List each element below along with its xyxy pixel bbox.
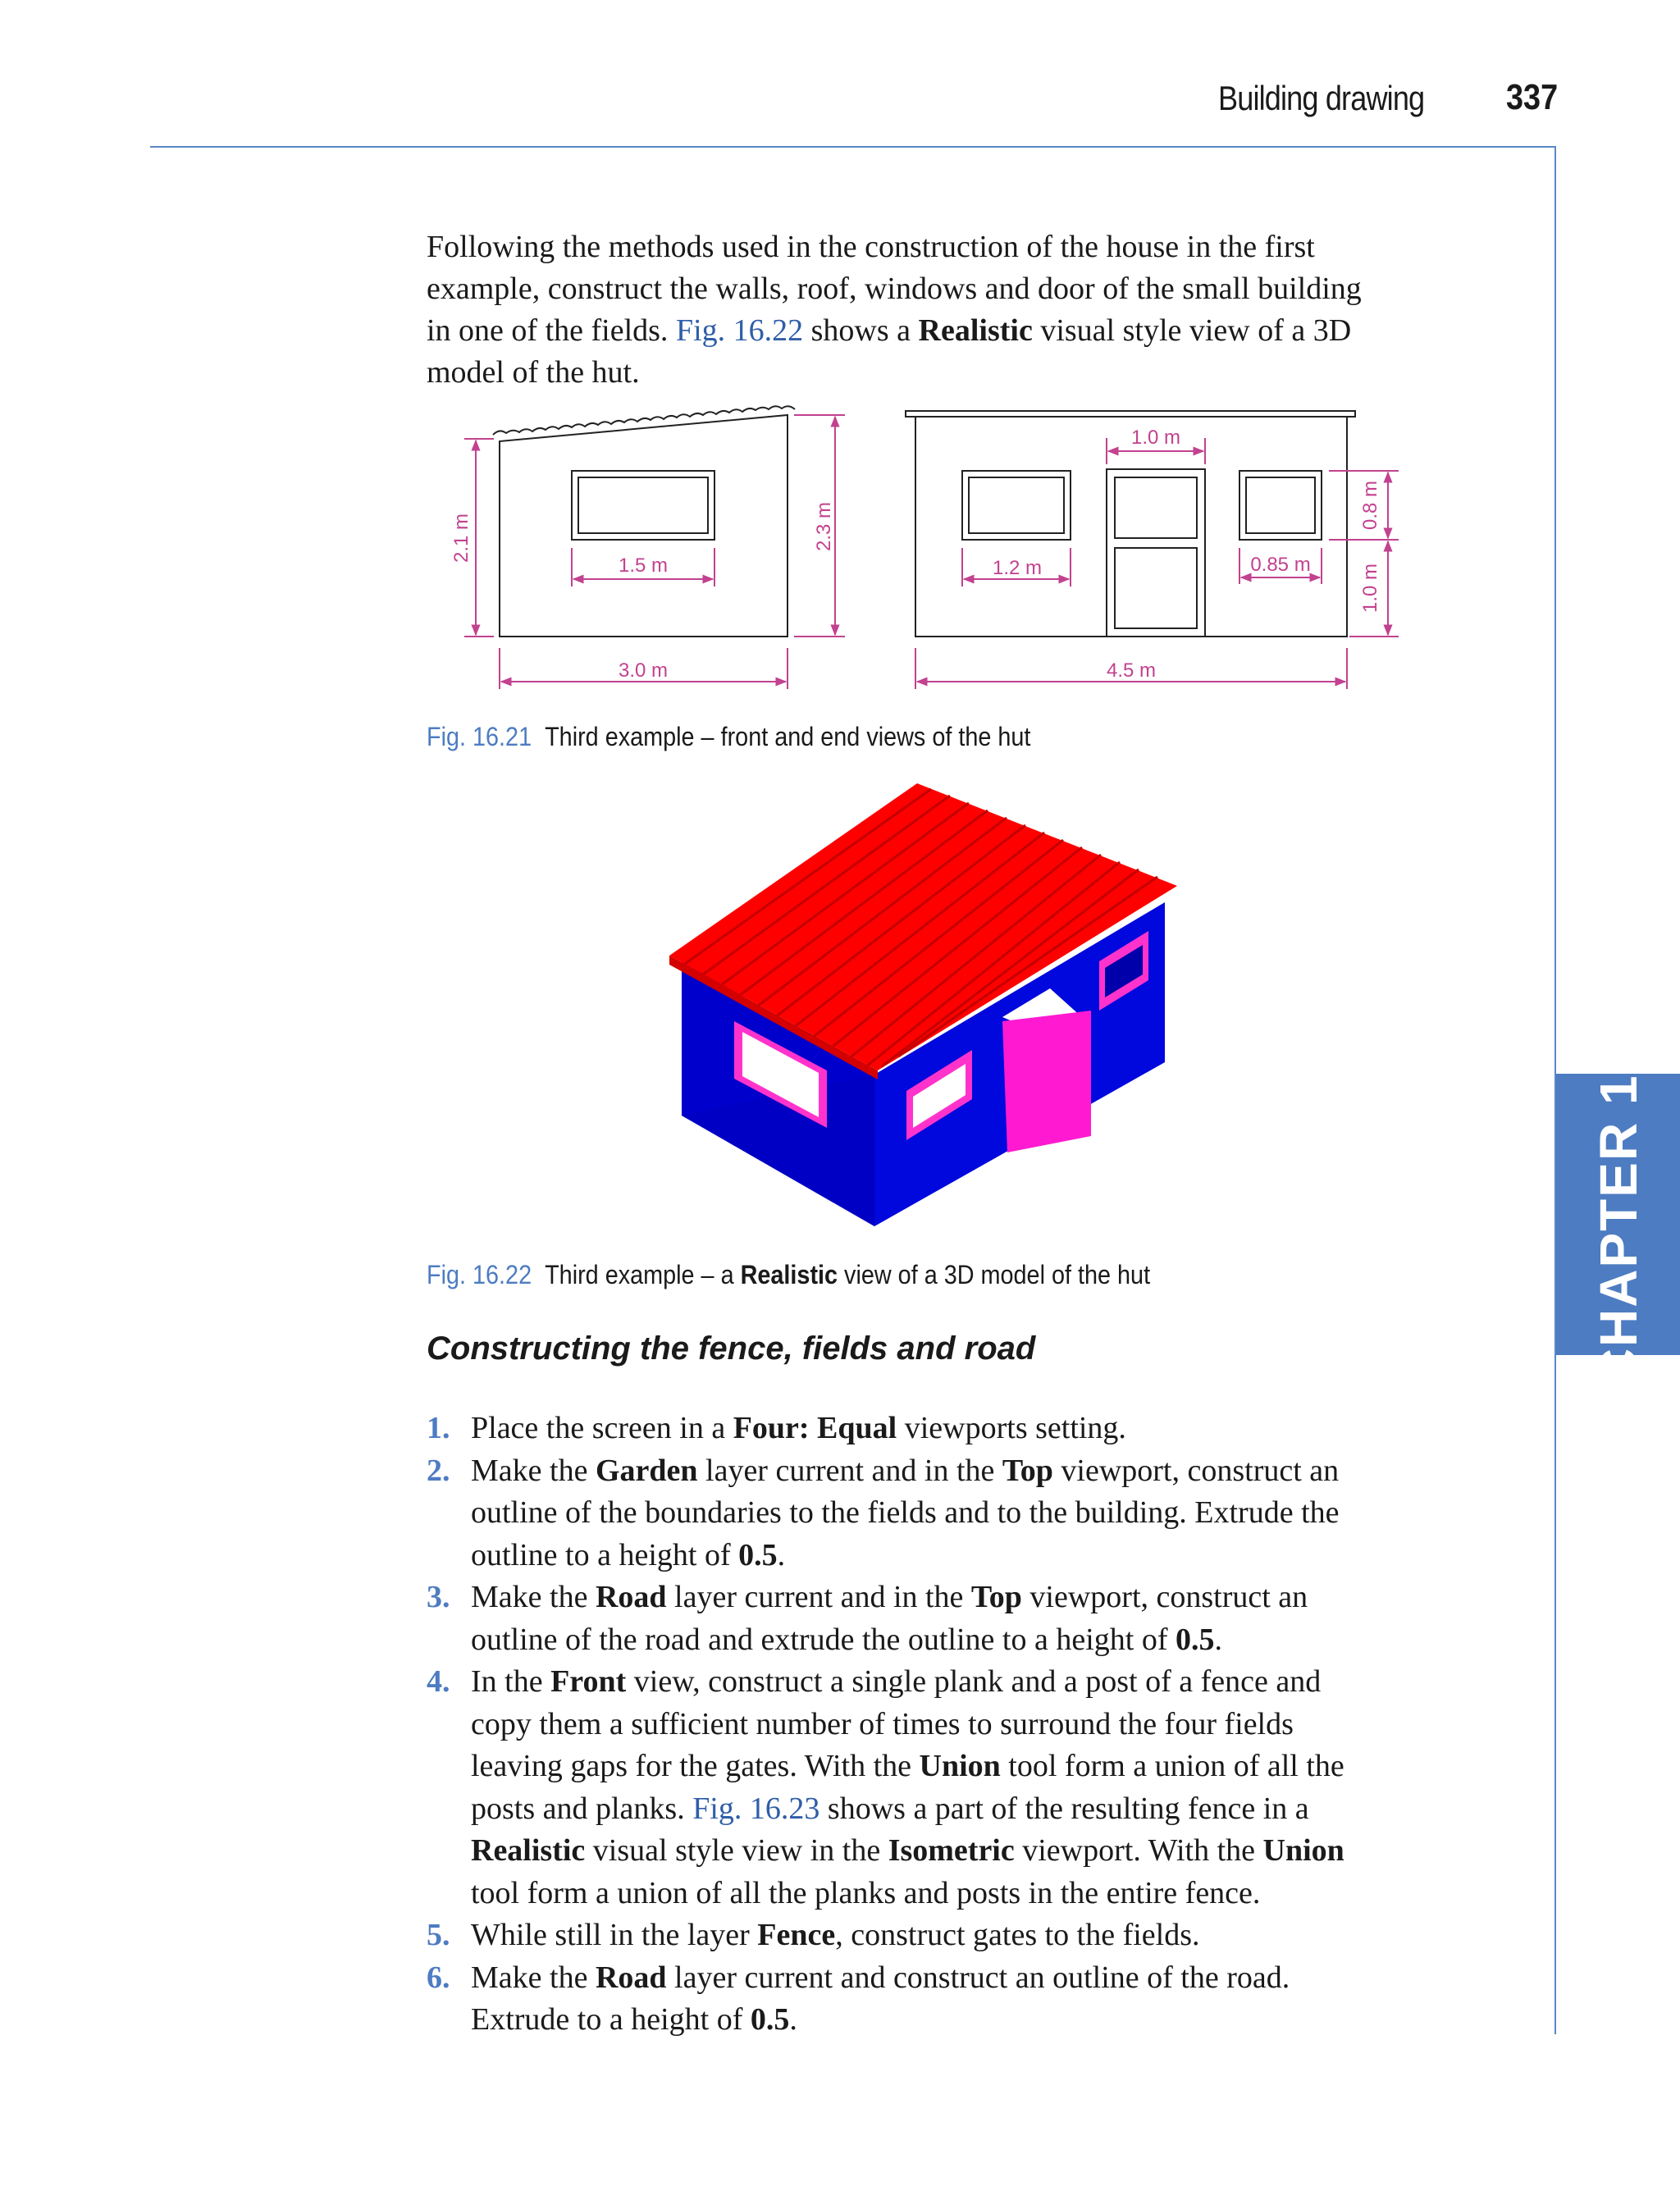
dim-1-2m: 1.2 m <box>992 557 1043 579</box>
list-item: 6. Make the Road layer current and construct an outline of the road. Extrude to a height of 0.5. <box>427 1960 1290 2037</box>
dim-1-5m: 1.5 m <box>618 554 669 577</box>
fig-16-21-caption: Fig. 16.21 Third example – front and end views of the hut <box>427 722 1031 751</box>
end-window-left-inner <box>969 477 1064 533</box>
front-roof <box>493 406 795 435</box>
list-item: 2. Make the Garden layer current and in the Top viewport, construct an outline of the boundaries to the fields and to the building. Extrude the outline to a height of 0.5. <box>427 1453 1340 1572</box>
end-window-left-outer <box>962 471 1071 540</box>
door-3d <box>1002 1011 1091 1152</box>
fig-16-23-link[interactable]: Fig. 16.23 <box>692 1791 820 1826</box>
door-frame <box>1107 469 1205 637</box>
intro-line: Following the methods used in the construction of the house in the first <box>427 230 1315 264</box>
dim-4-5m: 4.5 m <box>1106 659 1157 682</box>
front-view <box>493 406 795 637</box>
end-wall <box>915 417 1347 637</box>
list-item: 3. Make the Road layer current and in the Top viewport, construct an outline of the road and extrude the outline to a height of 0.5. <box>427 1580 1308 1657</box>
front-window-outer <box>572 471 714 540</box>
fig-16-22-caption: Fig. 16.22 Third example – a Realistic view of a 3D model of the hut <box>427 1260 1151 1289</box>
dim-2-3m: 2.3 m <box>813 501 835 552</box>
end-window-right-inner <box>1246 477 1315 533</box>
intro-line: in one of the fields. Fig. 16.22 shows a Realistic visual style view of a 3D <box>427 313 1352 348</box>
section-heading: Constructing the fence, fields and road <box>427 1330 1036 1367</box>
page-number: 337 <box>1506 77 1559 117</box>
caption-fig-label[interactable]: Fig. 16.21 <box>427 722 532 751</box>
front-wall <box>500 415 788 637</box>
chapter-tab-label: CHAPTER 16 <box>1588 1043 1648 1386</box>
dim-1-0m-height: 1.0 m <box>1359 563 1381 614</box>
intro-line: model of the hut. <box>427 355 640 390</box>
door-panel-bottom <box>1115 548 1197 628</box>
fig-16-21-drawing <box>0 0 1680 738</box>
dim-0-85m: 0.85 m <box>1250 554 1311 576</box>
list-item: 4. In the Front view, construct a single plank and a post of a fence and copy them a sufficient number of times to surround the four fields leaving gaps for the gates. With the Union tool form a union of all the posts and planks. Fig. 16.23 shows a part of the resulting fence in a Realistic visual style view in the Isometric viewport. With the Union tool form a union of all the planks and posts in the entire fence. <box>427 1664 1344 1910</box>
caption-fig-label[interactable]: Fig. 16.22 <box>427 1260 532 1289</box>
dim-1-0m-door: 1.0 m <box>1130 427 1181 449</box>
intro-line: example, construct the walls, roof, windows and door of the small building <box>427 272 1362 306</box>
dim-0-8m: 0.8 m <box>1359 480 1381 531</box>
running-header-title: Building drawing <box>1218 79 1425 117</box>
end-dimensions <box>915 438 1399 689</box>
dim-2-1m: 2.1 m <box>450 513 472 564</box>
end-roof <box>906 411 1355 417</box>
steps-list <box>427 1408 1436 2042</box>
dim-3-0m: 3.0 m <box>618 659 669 682</box>
chapter-tab <box>1556 1043 1680 1386</box>
front-window-inner <box>578 477 708 533</box>
list-item: 5. While still in the layer Fence, construct gates to the fields. <box>427 1918 1200 1952</box>
end-window-right-outer <box>1239 471 1322 540</box>
list-item: 1. Place the screen in a Four: Equal viewports setting. <box>427 1411 1126 1445</box>
door-panel-top <box>1115 477 1197 538</box>
fig-16-22-render <box>656 775 1198 1234</box>
fig-16-22-link[interactable]: Fig. 16.22 <box>675 313 804 348</box>
